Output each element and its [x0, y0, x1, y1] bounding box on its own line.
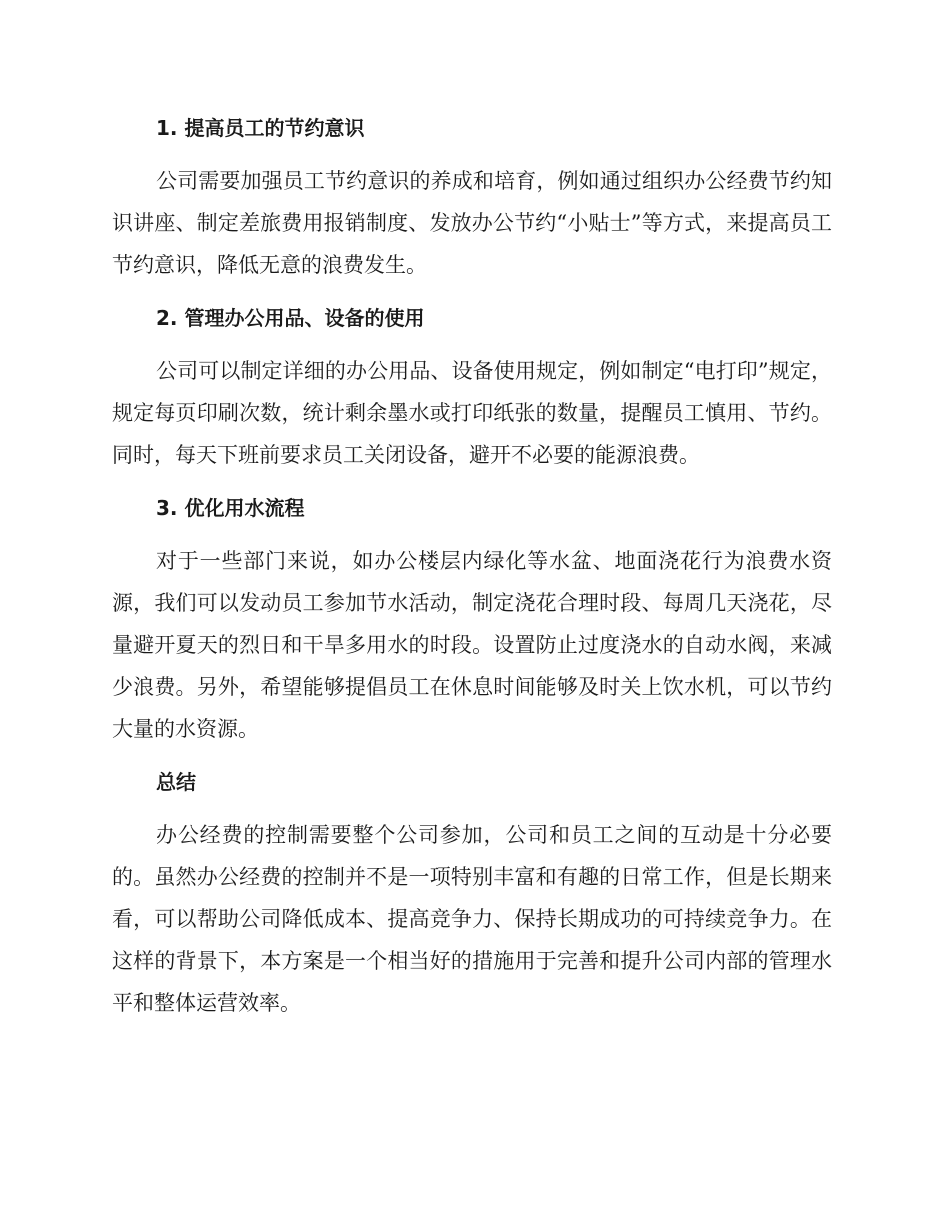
section-summary — [112, 762, 832, 1024]
section-paragraph: 办公经费的控制需要整个公司参加，公司和员工之间的互动是十分必要的。虽然办公经费的控制并不是一项特别丰富和有趣的日常工作，但是长期来看，可以帮助公司降低成本、提高竞争力、保持长期成功的可持续竞争力。在这样的背景下，本方案是一个相当好的措施用于完善和提升公司内部的管理水平和整体运营效率。 — [112, 823, 832, 1015]
document-page — [112, 108, 832, 1036]
section-2 — [112, 298, 832, 476]
section-paragraph: 公司可以制定详细的办公用品、设备使用规定，例如制定“电打印”规定，规定每页印刷次数，统计剩余墨水或打印纸张的数量，提醒员工慎用、节约。同时，每天下班前要求员工关闭设备，避开不必要的能源浪费。 — [112, 359, 832, 467]
section-3 — [112, 488, 832, 750]
section-heading: 1. 提高员工的节约意识 — [156, 116, 365, 140]
section-paragraph: 对于一些部门来说，如办公楼层内绿化等水盆、地面浇花行为浪费水资源，我们可以发动员工参加节水活动，制定浇花合理时段、每周几天浇花，尽量避开夏天的烈日和干旱多用水的时段。设置防止过度浇水的自动水阀，来减少浪费。另外，希望能够提倡员工在休息时间能够及时关上饮水机，可以节约大量的水资源。 — [112, 549, 832, 741]
section-heading: 2. 管理办公用品、设备的使用 — [156, 306, 425, 330]
section-heading: 总结 — [156, 770, 196, 794]
section-1 — [112, 108, 832, 286]
section-heading: 3. 优化用水流程 — [156, 496, 305, 520]
section-paragraph: 公司需要加强员工节约意识的养成和培育，例如通过组织办公经费节约知识讲座、制定差旅费用报销制度、发放办公节约“小贴士”等方式，来提高员工节约意识，降低无意的浪费发生。 — [112, 169, 832, 277]
